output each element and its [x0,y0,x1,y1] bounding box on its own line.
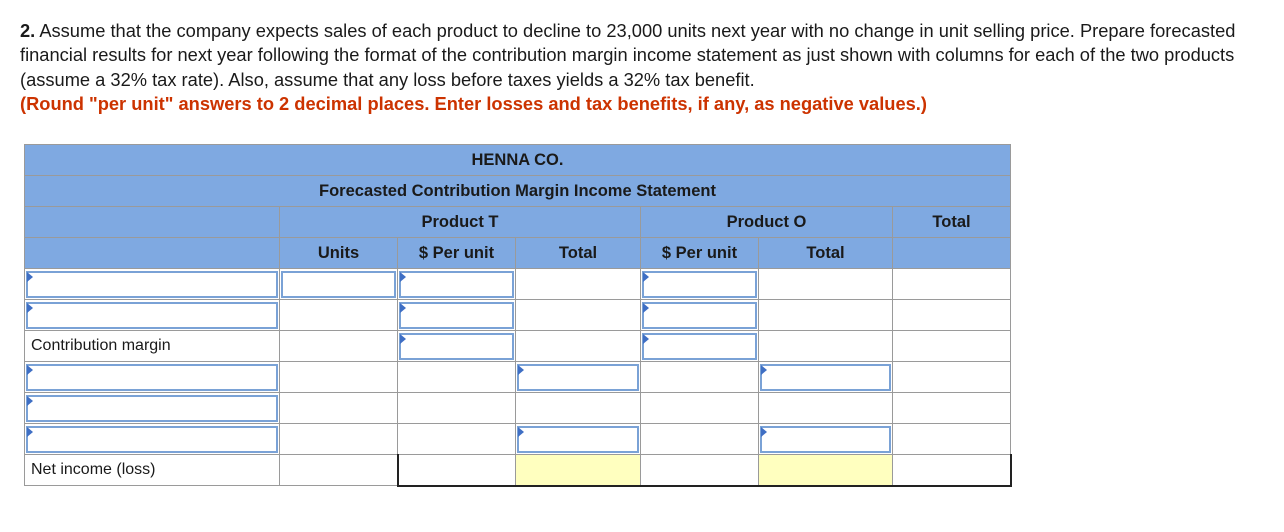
total-cell [893,331,1011,362]
units-cell [280,331,398,362]
total-cell [893,424,1011,455]
per-unit-o-input[interactable] [642,302,757,329]
per-unit-o-cell [641,362,759,393]
per-unit-t-header: $ Per unit [398,238,516,269]
question-instruction: (Round "per unit" answers to 2 decimal places. Enter losses and tax benefits, if any, as negative values.) [20,92,927,114]
total-col-header-blank [893,238,1011,269]
units-cell [280,362,398,393]
product-o-header: Product O [641,207,893,238]
units-cell [280,455,398,486]
units-cell [280,393,398,424]
total-t-header: Total [516,238,641,269]
total-o-cell [759,331,893,362]
statement-title: Forecasted Contribution Margin Income Statement [25,176,1011,207]
net-income-t-total [516,455,641,486]
question-number: 2. [20,20,36,41]
row-label-input[interactable] [26,426,278,453]
net-income-o-total [759,455,893,486]
total-o-header: Total [759,238,893,269]
units-cell [280,300,398,331]
question-text [20,19,1270,116]
total-header: Total [893,207,1011,238]
table-row [25,362,1011,393]
row-label-input[interactable] [26,395,278,422]
company-name: HENNA CO. [25,145,1011,176]
total-cell [893,393,1011,424]
income-statement-table [24,144,1012,487]
per-unit-t-input[interactable] [399,302,514,329]
total-t-cell [516,393,641,424]
per-unit-t-cell [398,362,516,393]
row-label-input[interactable] [26,302,278,329]
table-row [25,331,1011,362]
per-unit-t-cell [398,424,516,455]
per-unit-t-input[interactable] [399,333,514,360]
total-t-input[interactable] [517,364,639,391]
question-body: Assume that the company expects sales of each product to decline to 23,000 units next year with no change in unit selling price. Prepare forecasted financial results for next year following the format of the contribution margin income statement as just shown with columns for each of the two products (assume a 32% tax rate). Also, assume that any loss before taxes yields a 32% tax benefit. [20,20,1236,90]
total-cell [893,300,1011,331]
total-cell [893,362,1011,393]
total-t-input[interactable] [517,426,639,453]
total-t-cell [516,331,641,362]
row-label-input[interactable] [26,271,278,298]
table-row [25,424,1011,455]
units-header: Units [280,238,398,269]
per-unit-o-input[interactable] [642,271,757,298]
contribution-margin-label: Contribution margin [25,331,280,362]
total-o-cell [759,300,893,331]
total-t-cell [516,269,641,300]
units-input[interactable] [281,271,396,298]
total-o-input[interactable] [760,426,891,453]
table-row [25,455,1011,486]
per-unit-o-cell [641,455,759,486]
table-row [25,393,1011,424]
units-cell [280,424,398,455]
net-income-label: Net income (loss) [25,455,280,486]
table-row [25,300,1011,331]
total-o-cell [759,393,893,424]
per-unit-t-input[interactable] [399,271,514,298]
row-label-input[interactable] [26,364,278,391]
per-unit-o-cell [641,393,759,424]
total-t-cell [516,300,641,331]
product-t-header: Product T [280,207,641,238]
per-unit-t-cell [398,393,516,424]
per-unit-o-cell [641,424,759,455]
per-unit-o-input[interactable] [642,333,757,360]
net-income-total [893,455,1011,486]
per-unit-t-cell [398,455,516,486]
total-o-cell [759,269,893,300]
header-blank [25,207,280,238]
total-cell [893,269,1011,300]
header-blank [25,238,280,269]
total-o-input[interactable] [760,364,891,391]
per-unit-o-header: $ Per unit [641,238,759,269]
table-row [25,269,1011,300]
